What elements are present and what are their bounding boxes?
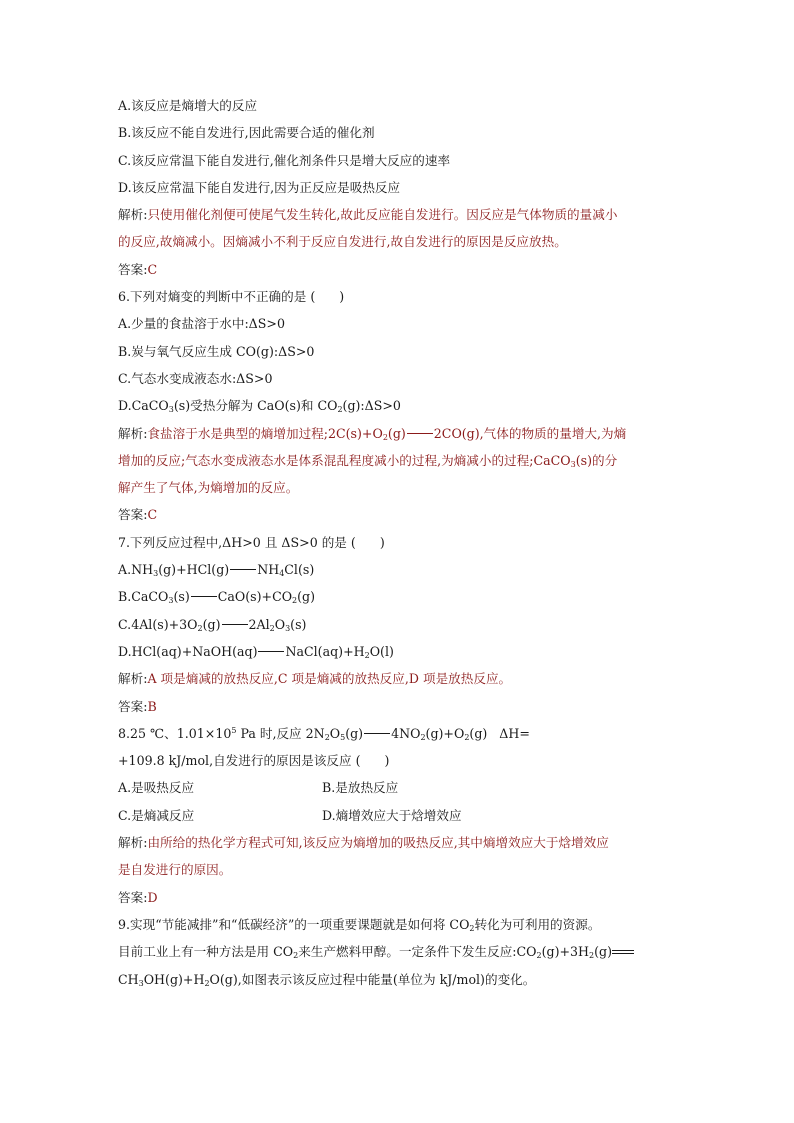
text-span: (s)的分 [575,452,618,468]
q5-option-d: D.该反应常温下能自发进行,因为正反应是吸热反应 [118,179,401,195]
text-span: 4NO [391,725,421,741]
q7-analysis [118,665,698,692]
subscript: 2 [536,951,542,961]
q8-option-c: C.是熵减反应 [118,807,195,823]
text-span: O(g),如图表示该反应过程中能量(单位为 kJ/mol)的变化。 [209,971,536,987]
subscript: 3 [138,978,144,988]
text-span: Pa 时,反应 2N [236,725,325,741]
text-span: O [329,725,341,741]
text-span: (g) ΔH= [469,725,530,741]
q8-option-a: A.是吸热反应 [118,780,195,796]
q9-line-1 [118,911,698,938]
q6-option-a: A.少量的食盐溶于水中:ΔS>0 [118,316,285,332]
answer-label: 答案: [118,261,148,277]
document-page [118,92,698,993]
q7-stem: 7.下列反应过程中,ΔH>0 且 ΔS>0 的是 ( ) [118,534,385,550]
text-span: 2Al [248,616,270,632]
analysis-label: 解析: [118,425,148,441]
subscript: 2 [292,596,298,606]
text-span: 增加的反应;气态水变成液态水是体系混乱程度减小的过程,为熵减小的过程;CaCO [118,452,571,468]
q5-answer [118,256,698,283]
analysis-text: A 项是熵减的放热反应,C 项是熵减的放热反应,D 项是放热反应。 [147,671,512,687]
q6-answer [118,501,698,528]
subscript: 2 [420,732,426,742]
q5-analysis-line-1 [118,201,698,228]
answer-value: D [147,889,158,905]
text-span: A.NH [118,562,154,578]
subscript: 2 [324,732,330,742]
analysis-text: 由所给的热化学方程式可知,该反应为熵增加的吸热反应,其中熵增效应大于焓增效应 [147,835,609,851]
q7-option-d [118,638,698,665]
q6-analysis-line-3: 解产生了气体,为熵增加的反应。 [118,480,299,496]
text-span: (g) [297,589,316,605]
q7-answer [118,693,698,720]
text-span: 2CO(g),气体的物质的量增大,为熵 [433,425,627,441]
q5-option-c: C.该反应常温下能自发进行,催化剂条件只是增大反应的速率 [118,152,451,168]
analysis-label: 解析: [118,207,148,223]
text-span: C.4Al(s)+3O [118,616,198,632]
q7-option-a [118,556,698,583]
text-span: (g) [387,425,406,441]
subscript: 2 [589,951,595,961]
q7-option-c [118,611,698,638]
subscript: 2 [204,978,210,988]
equals-arrow-icon [191,596,217,597]
text-span: (g) [345,725,364,741]
text-span: 转化为可利用的资源。 [474,916,601,932]
q6-option-d [118,392,698,419]
equals-arrow-icon [407,433,433,434]
equals-arrow-icon [364,733,390,734]
text-span: 目前工业上有一种方法是用 CO [118,944,294,960]
text-span: (g)+3H [541,944,590,960]
subscript: 2 [293,951,299,961]
analysis-label: 解析: [118,671,148,687]
subscript: 3 [285,623,291,633]
subscript: 2 [382,432,388,442]
text-span: Cl(s) [284,562,315,578]
q9-line-2 [118,938,698,965]
equals-arrow-icon [258,651,284,652]
text-span: (g):ΔS>0 [342,398,401,414]
text-span: D.CaCO [118,398,169,414]
q5-option-a: A.该反应是熵增大的反应 [118,98,258,113]
reversible-arrow-icon [612,949,634,955]
answer-label: 答案: [118,698,148,714]
q6-option-c: C.气态水变成液态水:ΔS>0 [118,370,273,386]
q6-stem: 6.下列对熵变的判断中不正确的是 ( ) [118,289,345,305]
q8-options-row-1 [118,774,698,801]
subscript: 3 [168,405,174,415]
q5-option-b: B.该反应不能自发进行,因此需要合适的催化剂 [118,125,375,141]
analysis-text: 只使用催化剂便可使尾气发生转化,故此反应能自发进行。因反应是气体物质的量减小 [147,207,618,223]
answer-value: C [147,261,158,277]
text-span: O [274,616,286,632]
q8-stem-line-1 [118,720,698,747]
text-span: (g)+O [425,725,465,741]
text-span: (g)+HCl(g) [158,562,230,578]
text-span: OH(g)+H [143,971,205,987]
q6-option-b: B.炭与氧气反应生成 CO(g):ΔS>0 [118,343,315,359]
text-span: (s) [173,589,190,605]
text-span: (g) [202,616,221,632]
q9-line-3 [118,966,698,993]
subscript: 3 [570,459,576,469]
subscript: 2 [469,923,475,933]
superscript: 5 [231,725,237,735]
text-span: 食盐溶于水是典型的熵增加过程;2C(s)+O [147,425,383,441]
subscript: 4 [279,569,285,579]
text-span: 来生产燃料甲醇。一定条件下发生反应:CO [298,944,537,960]
text-span: (g) [594,944,613,960]
answer-value: B [147,698,157,714]
q7-option-b [118,583,698,610]
text-span: NaCl(aq)+H [285,643,365,659]
text-span: CaO(s)+CO [217,589,293,605]
q8-options-row-2 [118,802,698,829]
subscript: 2 [464,732,470,742]
answer-value: C [147,507,158,523]
text-span: (s)受热分解为 CaO(s)和 CO [173,398,338,414]
equals-arrow-icon [222,624,248,625]
answer-label: 答案: [118,889,148,905]
subscript: 5 [340,732,346,742]
text-span: 9.实现“节能减排”和“低碳经济”的一项重要课题就是如何将 CO [118,916,470,932]
subscript: 2 [337,405,343,415]
q8-option-d: D.熵增效应大于焓增效应 [322,807,462,823]
subscript: 3 [153,569,159,579]
analysis-text [147,426,626,441]
q6-analysis-line-2 [118,447,698,474]
text-span: O(l) [369,643,394,659]
text-span: D.HCl(aq)+NaOH(aq) [118,643,258,659]
answer-label: 答案: [118,507,148,523]
q8-analysis-line-2: 是自发进行的原因。 [118,862,232,878]
q6-analysis-line-1 [118,420,698,447]
text-span: CH [118,971,139,987]
q8-stem-line-2: +109.8 kJ/mol,自发进行的原因是该反应 ( ) [118,753,390,769]
q8-answer [118,884,698,911]
q8-analysis-line-1 [118,829,698,856]
subscript: 3 [168,596,174,606]
subscript: 2 [269,623,275,633]
q5-analysis-line-2: 的反应,故熵减小。因熵减小不利于反应自发进行,故自发进行的原因是反应放热。 [118,234,567,250]
analysis-label: 解析: [118,835,148,851]
equals-arrow-icon [230,569,256,570]
text-span: 8.25 ℃、1.01×10 [118,725,232,741]
text-span: B.CaCO [118,589,169,605]
text-span: (s) [290,616,307,632]
q8-option-b: B.是放热反应 [322,780,399,796]
subscript: 2 [364,650,370,660]
subscript: 2 [197,623,203,633]
text-span: NH [257,562,280,578]
